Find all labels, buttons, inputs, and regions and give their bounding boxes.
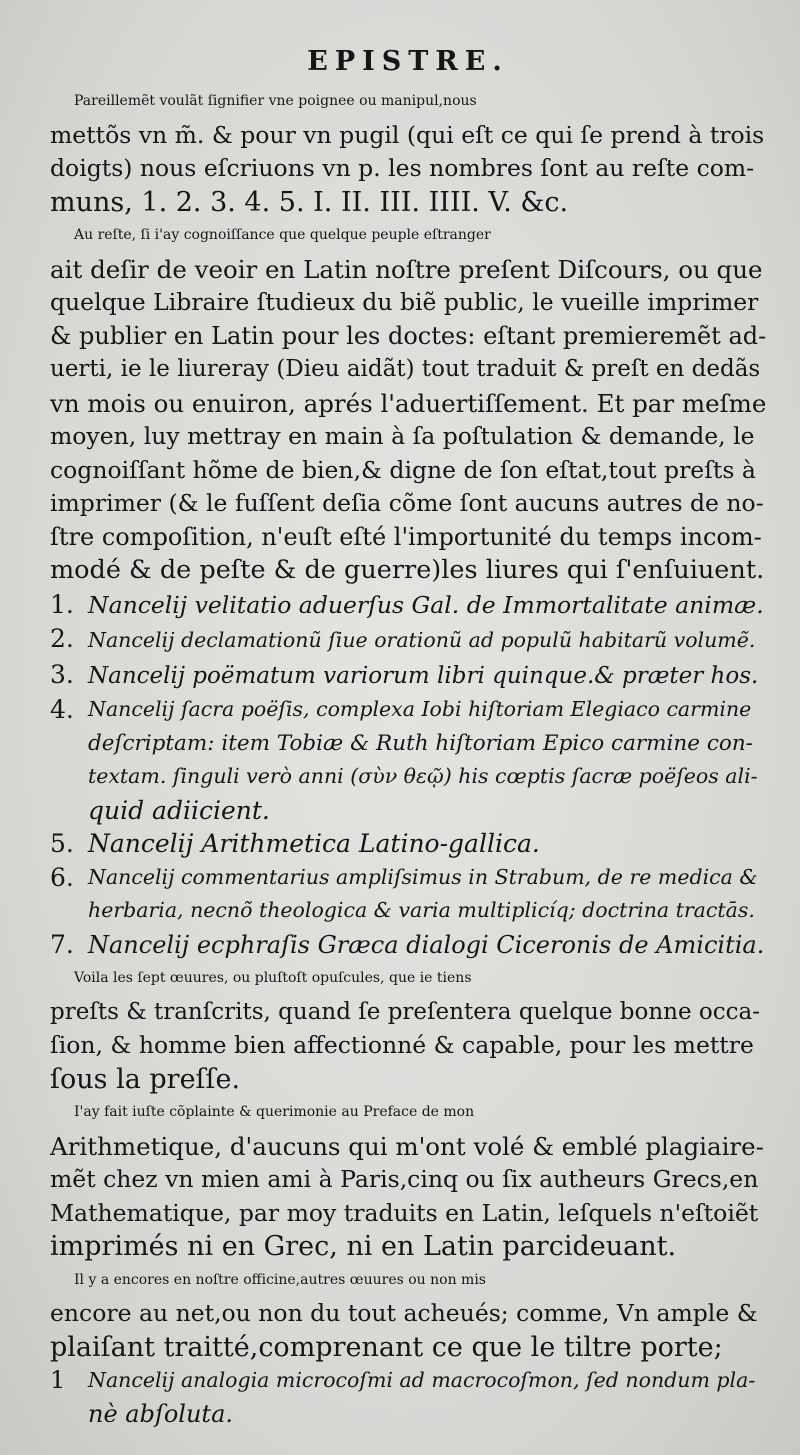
text-line: imprimer (& le fuſſent deſia cõme ſont aucuns autres de no- <box>50 489 764 517</box>
item-text: Nancelij ſacra poëſis, complexa Iobi hiſtoriam Elegiaco carmine <box>88 697 752 721</box>
text-line: mettõs vn m̃. & pour vn pugil (qui eſt ce qui ſe prend à trois <box>50 120 765 149</box>
text-line: vn mois ou enuiron, aprés l'aduertiſſement. Et par meſme <box>50 388 767 418</box>
text-line: Arithmetique, d'aucuns qui m'ont volé & emblé plagiaire- <box>50 1131 764 1161</box>
list-item <box>50 693 766 827</box>
item-text: quid adiicient. <box>88 795 270 825</box>
item-number: 7. <box>50 929 74 959</box>
list-item <box>50 928 766 963</box>
text-line: ſion, & homme bien affectionné & capable, pour les mettre <box>50 1031 754 1059</box>
item-text: Nancelij ecphraſis Græca dialogi Ciceronis de Amicitia. <box>88 930 765 959</box>
text-line: muns, 1. 2. 3. 4. 5. I. II. III. IIII. V. &c. <box>50 186 569 218</box>
list-item <box>50 861 766 928</box>
text-line: cognoiſſant hõme de bien,& digne de ſon eſtat,tout preſts à <box>50 455 756 484</box>
list-item <box>50 1364 766 1431</box>
text-line: quelque Libraire ſtudieux du biẽ public, le vueille imprimer <box>50 288 759 316</box>
works-list <box>50 588 766 963</box>
text-line: ſtre compoſition, n'euſt eſté l'importunité du temps incom- <box>50 522 762 551</box>
text-line: imprimés ni en Grec, ni en Latin parcideuant. <box>50 1231 677 1262</box>
list-item <box>50 658 766 694</box>
list-item <box>50 622 766 658</box>
text-line: plaiſant traitté,comprenant ce que le tiltre porte; <box>50 1331 723 1363</box>
text-line: doigts) nous eſcriuons vn p. les nombres ſont au reſte com- <box>50 154 755 182</box>
text-line: I'ay fait iuſte cõplainte & querimonie au Preface de mon <box>74 1104 475 1120</box>
item-text: nè abſoluta. <box>88 1399 234 1428</box>
item-text: Nancelij declamationũ ſiue orationũ ad populũ habitarũ volumẽ. <box>88 628 756 652</box>
running-head: EPISTRE. <box>307 46 509 77</box>
item-text: deſcriptam: item Tobiæ & Ruth hiſtoriam Epico carmine con- <box>88 730 753 756</box>
text-line: ſous la preſſe. <box>50 1063 241 1095</box>
text-line: Voila les ſept œuures, ou pluſtoſt opuſcules, que ie tiens <box>74 970 472 986</box>
text-line: encore au net,ou non du tout acheués; comme, Vn ample & <box>50 1299 758 1327</box>
item-number: 3. <box>50 659 74 689</box>
paragraph-4 <box>50 1096 766 1264</box>
text-line: Pareillemẽt voulãt ſignifier vne poignee ou manipul,nous <box>74 93 477 109</box>
item-number: 1. <box>50 589 74 619</box>
item-number: 6. <box>50 862 74 892</box>
paragraph-5 <box>50 1264 766 1365</box>
unfinished-works-list <box>50 1364 766 1431</box>
item-text: Nancelij commentarius ampliſsimus in Strabum, de re medica & <box>88 864 758 889</box>
text-line: Au reſte, ſi i'ay cognoiſſance que quelque peuple eſtranger <box>74 227 491 243</box>
list-item <box>50 827 766 861</box>
item-text: Nancelij analogia microcoſmi ad macrocoſmon, ſed nondum pla- <box>88 1368 756 1392</box>
text-line: Il y a encores en noſtre officine,autres œuures ou non mis <box>74 1271 486 1288</box>
item-number: 1 <box>50 1366 66 1394</box>
text-line: uerti, ie le liureray (Dieu aidãt) tout traduit & preſt en dedãs <box>50 356 761 382</box>
text-line: moyen, luy mettray en main à ſa poſtulation & demande, le <box>50 422 755 450</box>
item-number: 2. <box>50 624 74 653</box>
item-text: textam. ſinguli verò anni (σὺν θεῷ) his cœptis ſacræ poëſeos ali- <box>88 764 758 788</box>
item-text: Nancelij Arithmetica Latino-gallica. <box>88 829 540 858</box>
text-line: preſts & tranſcrits, quand ſe preſentera quelque bonne occa- <box>50 998 761 1025</box>
paragraph-3 <box>50 962 766 1096</box>
text-line: modé & de peſte & de guerre)les liures qui ſ'enſuiuent. <box>50 555 765 585</box>
item-number: 4. <box>50 695 74 724</box>
text-line: Mathematique, par moy traduits en Latin, leſquels n'eſtoiẽt <box>50 1198 759 1227</box>
paragraph-2 <box>50 219 766 588</box>
paragraph-1 <box>50 85 766 219</box>
item-text: Nancelij velitatio aduerſus Gal. de Immortalitate animæ. <box>88 590 764 619</box>
list-item <box>50 588 766 623</box>
item-text: herbaria, necnõ theologica & varia multiplicíq; doctrina tractās. <box>88 898 755 922</box>
text-line: mẽt chez vn mien ami à Paris,cinq ou ſix autheurs Grecs,en <box>50 1165 759 1193</box>
text-line: ait deſir de veoir en Latin noſtre preſent Diſcours, ou que <box>50 254 763 284</box>
item-text: Nancelij poëmatum variorum libri quinque.& præter hos. <box>88 662 759 689</box>
item-number: 5. <box>50 829 74 858</box>
text-line: & publier en Latin pour les doctes: eſtant premieremẽt ad- <box>50 321 767 350</box>
